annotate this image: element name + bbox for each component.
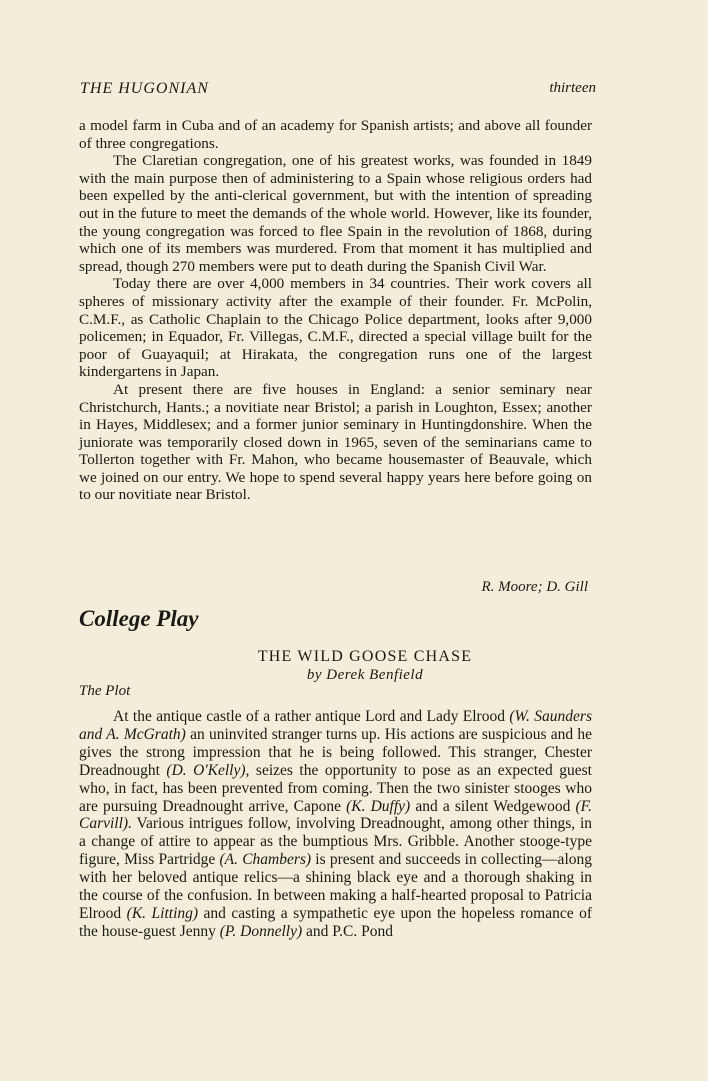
article-signature: R. Moore; D. Gill — [481, 579, 588, 595]
plot-text: seizes the opportunity to pose as an expected guest who, in fact, has been prevented from coming. Then the two sinister stooges who are pursuing Dreadnought arrive, Capone — [79, 761, 592, 815]
article-body — [79, 117, 592, 504]
plot-text: an uninvited stranger turns up. His actions are suspicious and he gives the strong impression that he is being followed. This stranger, Chester Dreadnought — [79, 725, 592, 779]
cast-credit: (F. Carvill). — [79, 797, 592, 833]
publication-title: THE HUGONIAN — [80, 80, 209, 97]
plot-text: and P.C. Pond — [302, 922, 393, 940]
plot-text: is present and succeeds in collecting—along with her beloved antique relics—a shining black eye and a thorough shaking in the course of the confusion. In between making a half-hearted proposal to Patricia Elrood — [79, 851, 592, 922]
section-title: College Play — [79, 606, 199, 631]
page-number: thirteen — [549, 80, 596, 96]
plot-paragraph — [79, 708, 592, 941]
plot-body — [79, 708, 592, 941]
cast-credit: (D. O'Kelly), — [166, 761, 250, 779]
plot-text: and a silent Wedgewood — [410, 797, 576, 815]
plot-subheading: The Plot — [79, 683, 131, 699]
article-paragraph: The Claretian congregation, one of his greatest works, was founded in 1849 with the main purpose then of administering to a Spain whose religious orders had been expelled by the anti-clerical government, but with the intention of spreading out in the future to meet the demands of the whole world. However, like its founder, the young congregation was forced to flee Spain in the revolution of 1868, during which one of its members was murdered. From that moment it has multiplied and spread, though 270 members were put to death during the Spanish Civil War. — [79, 152, 592, 275]
cast-credit: (A. Chambers) — [219, 851, 312, 869]
cast-credit: (K. Litting) — [126, 904, 199, 922]
article-paragraph: At present there are five houses in England: a senior seminary near Christchurch, Hants.; a novitiate near Bristol; a parish in Loughton, Essex; another in Hayes, Middlesex; and a former junior seminary in Huntingdonshire. When the juniorate was temporarily closed down in 1965, seven of the seminarians came to Tollerton together with Fr. Mahon, who became housemaster of Beauvale, which we joined on our entry. We hope to spend several happy years here before going on to our novitiate near Bristol. — [79, 380, 592, 504]
article-paragraph: a model farm in Cuba and of an academy for Spanish artists; and above all founder of three congregations. — [79, 117, 592, 152]
cast-credit: (P. Donnelly) — [219, 922, 303, 940]
cast-credit: (K. Duffy) — [346, 797, 411, 815]
cast-credit: (W. Saunders and A. McGrath) — [79, 708, 592, 743]
plot-text: At the antique castle of a rather antique Lord and Lady Elrood — [113, 708, 510, 725]
play-author: by Derek Benfield — [306, 667, 424, 683]
play-title: THE WILD GOOSE CHASE — [257, 648, 473, 665]
plot-text: and casting a sympathetic eye upon the hopeless romance of the house-guest Jenny — [79, 904, 593, 940]
article-paragraph: Today there are over 4,000 members in 34 countries. Their work covers all spheres of missionary activity after the example of their founder. Fr. McPolin, C.M.F., as Catholic Chaplain to the Chicago Police department, looks after 9,000 policemen; in Equador, Fr. Villegas, C.M.F., directed a special village built for the poor of Guayaquil; at Hirakata, the congregation runs one of the largest kindergartens in Japan. — [79, 275, 592, 381]
running-header — [80, 80, 596, 100]
plot-text: Various intrigues follow, involving Dreadnought, among other things, in a change of attire to appear as the bumptious Mrs. Gribble. Another stooge-type figure, Miss Partridge — [79, 815, 592, 869]
